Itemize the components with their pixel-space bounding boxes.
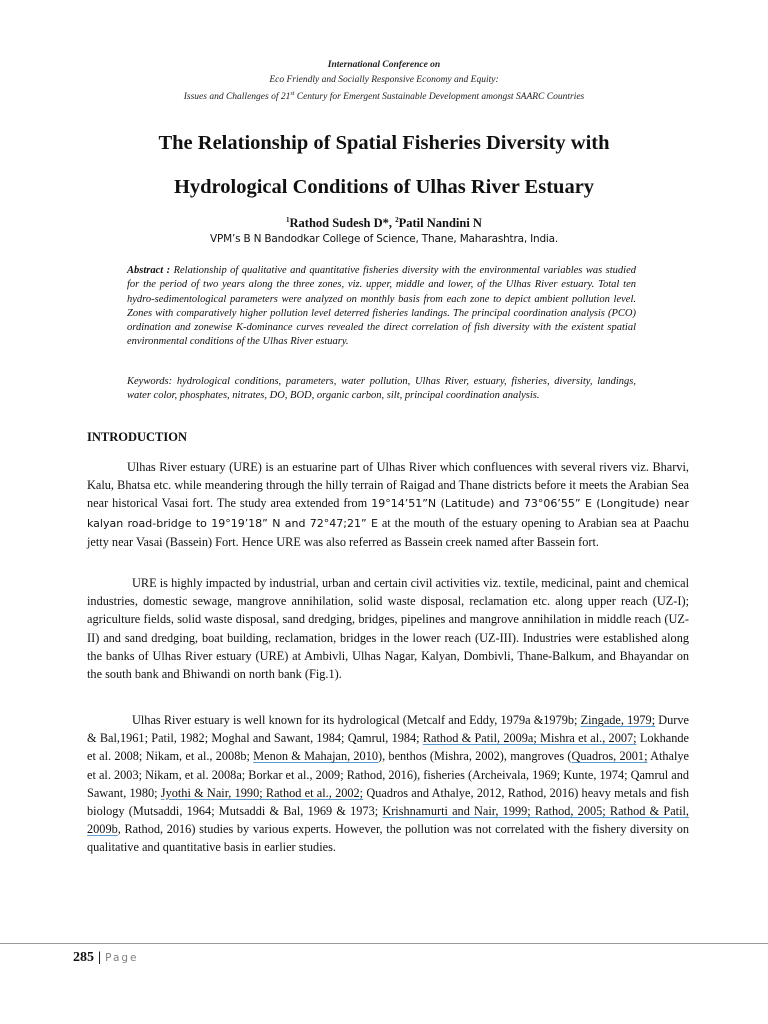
p1-coordinates: 19°14’51”N (Latitude) and 73°06’55” E (Longitude) near kalyan road-bridge to 19°19’18” N and 72°47;21” E xyxy=(87,497,689,530)
p3-text-7: , Rathod, 2016) studies by various experts. However, the pollution was not correlated with the fishery diversity on qualitative and quantitative basis in earlier studies. xyxy=(87,822,689,855)
paragraph-3 xyxy=(87,711,689,857)
author2-sup: 2 xyxy=(395,216,399,224)
keywords: Keywords: hydrological conditions, parameters, water pollution, Ulhas River, estuary, fisheries, diversity, landings, water color, phosphates, nitrates, DO, BOD, organic carbon, silt, principal coordination analysis. xyxy=(127,376,636,402)
p2-text: URE is highly impacted by industrial, urban and certain civil activities viz. textile, medicinal, paint and chemical industries, domestic sewage, mangrove annihilation, solid waste disposal, reclamation etc. along upper reach (UZ-I); agriculture fields, solid waste disposal, sand dredging, bridges, pipelines and mangrove annihilation in middle reach (UZ-II) and sand dredging, boat building, reclamation, bridges in the lower reach (UZ-III). Industries were established along the banks of Ulhas River estuary (URE) at Ambivli, Ulhas Nagar, Kalyan, Dombivli, Thane-Balkum, and Bhayandar on the south bank and Bhiwandi on north bank (Fig.1). xyxy=(87,576,689,682)
page-label: Page xyxy=(105,952,139,964)
paragraph-1 xyxy=(87,458,689,551)
p3-text-3: Lokhande et al. 2008; Nikam, et al., 2008b; xyxy=(87,731,690,764)
section-heading: INTRODUCTION xyxy=(87,430,188,444)
conference-theme: Eco Friendly and Socially Responsive Economy and Equity: xyxy=(269,75,499,85)
paragraph-2 xyxy=(87,574,689,683)
citation-link[interactable]: Jyothi & Nair, 1990; Rathod et al., 2002; xyxy=(160,785,364,800)
abstract-text: Relationship of qualitative and quantitative fisheries diversity with the environmental variables was studied for the period of two years along the three zones, viz. upper, middle and lower, of the Ulhas River estuary. Total ten hydro-sedimentological parameters were analyzed on monthly basis from each zone to depict ambient pollution level. Zones with comparatively higher pollution level deterred fisheries landings. The principal coordination analysis (PCO) ordination and zonewise K-dominance curves revealed the direct correlation of fish diversity with the existent spatial environmental conditions of the Ulhas River estuary. xyxy=(127,265,636,348)
page-footer xyxy=(73,950,139,966)
p3-text-2: Durve & Bal,1961; Patil, 1982; Moghal and Sawant, 1984; Qamrul, 1984; xyxy=(87,713,689,746)
footer-divider xyxy=(0,943,768,944)
abstract-label: Abstract : xyxy=(127,265,174,276)
author2: Patil Nandini N xyxy=(398,216,482,231)
p3-text-5: Athalye et al. 2003; Nikam, et al. 2008a; Borkar et al., 2009; Rathod, 2016), fisheries (Archeivala, 1969; Kunte, 1974; Qamrul and Sawant, 1980; xyxy=(87,749,689,800)
citation-link[interactable]: Rathod & Patil, 2009a; Mishra et al., 2007; xyxy=(422,731,637,746)
citation-link[interactable]: Menon & Mahajan, 2010 xyxy=(253,749,379,764)
page-number: 285 xyxy=(73,950,94,965)
affiliation: VPM’s B N Bandodkar College of Science, Thane, Maharashtra, India. xyxy=(209,233,559,245)
authors xyxy=(0,216,768,231)
p3-text-1: Ulhas River estuary is well known for its hydrological (Metcalf and Eddy, 1979a &1979b; xyxy=(132,713,581,727)
p3-text-6: Quadros and Athalye, 2012, Rathod, 2016) heavy metals and fish biology (Mutsaddi, 1964; Mutsaddi & Bal, 1969 & 1973; xyxy=(87,785,689,819)
citation-link[interactable]: Quadros, 2001; xyxy=(571,749,648,764)
p1-text-a: Ulhas River estuary (URE) is an estuarine part of Ulhas River which confluences with several rivers viz. Bharvi, Kalu, Bhatsa etc. while meandering through the hilly terrain of Raigad and Thane districts before it meets the Arabian Sea near historical Vasai fort. The study area extended from xyxy=(87,460,689,511)
paper-title-line2: Hydrological Conditions of Ulhas River Estuary xyxy=(173,176,595,198)
conference-subtheme-sup: st xyxy=(290,91,295,97)
p1-text-b: at the mouth of the estuary opening to Arabian sea at Paachu jetty near Vasai (Bassein) Fort. Hence URE was also referred as Bassein creek named after Bassein fort. xyxy=(87,515,689,549)
conference-subtheme xyxy=(0,91,768,102)
footer-separator: | xyxy=(98,950,102,965)
author1: Rathod Sudesh D*, xyxy=(289,216,396,231)
p3-text-4: ), benthos (Mishra, 2002), mangroves ( xyxy=(378,749,572,764)
citation-link[interactable]: Krishnamurti and Nair, 1999; Rathod, 2005; Rathod & Patil, 2009b xyxy=(87,804,689,837)
author1-sup: 1 xyxy=(286,216,290,224)
citation-link[interactable]: Zingade, 1979; xyxy=(580,713,656,727)
conference-subtheme-pre: Issues and Challenges of 21 xyxy=(183,92,291,103)
abstract xyxy=(127,264,636,350)
paper-title-line1: The Relationship of Spatial Fisheries Diversity with xyxy=(158,132,610,154)
conference-subtheme-post: Century for Emergent Sustainable Development amongst SAARC Countries xyxy=(294,92,585,103)
conference-title: International Conference on xyxy=(327,60,441,70)
